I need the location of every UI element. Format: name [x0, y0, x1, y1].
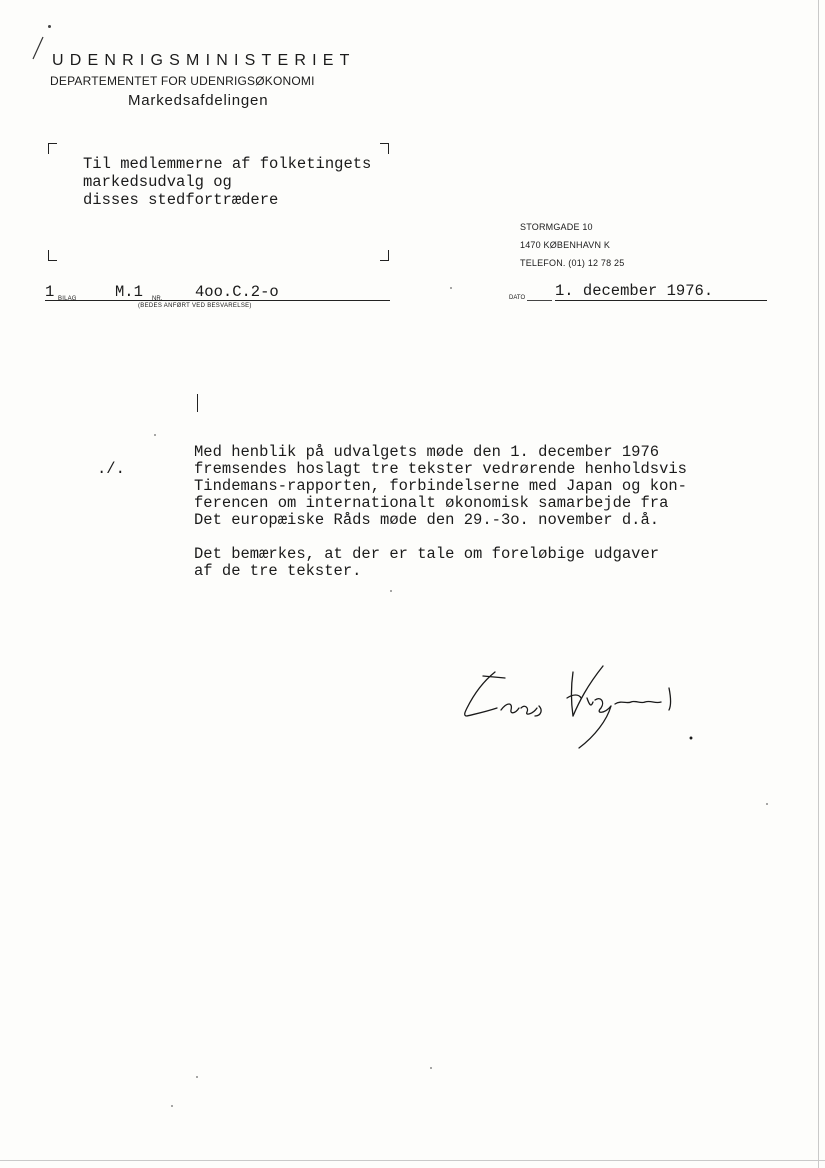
- scan-speck: [450, 287, 452, 289]
- recipient-line: disses stedfortrædere: [83, 191, 279, 209]
- journal-number: M.1: [115, 283, 143, 301]
- scan-edge-bottom: [0, 1160, 825, 1161]
- address-window-corner: [380, 143, 389, 154]
- letterhead-ministry: UDENRIGSMINISTERIET: [52, 52, 356, 69]
- scan-speck: [171, 1105, 173, 1107]
- scan-speck: [766, 803, 768, 805]
- recipient-line: Til medlemmerne af folketingets: [83, 155, 372, 173]
- bilag-label: BILAG: [58, 296, 77, 302]
- sender-street: STORMGADE 10: [520, 222, 593, 232]
- body-line: Tindemans-rapporten, forbindelserne med Japan og kon-: [194, 477, 687, 495]
- body-line: Det bemærkes, at der er tale om foreløbige udgaver: [194, 545, 660, 563]
- address-window-corner: [48, 143, 57, 154]
- scan-edge-right: [818, 0, 819, 1168]
- sender-phone: TELEFON. (01) 12 78 25: [520, 258, 625, 268]
- pen-mark-icon: [32, 36, 44, 60]
- bilag-number: 1: [45, 283, 55, 301]
- nr-label: NR.: [152, 296, 163, 302]
- margin-mark: [197, 394, 198, 412]
- body-line: Det europæiske Råds møde den 29.-3o. november d.å.: [194, 511, 660, 529]
- date-label: DATO: [509, 295, 526, 301]
- date-value: 1. december 1976.: [555, 282, 714, 300]
- date-underline: [555, 300, 767, 301]
- scan-speck: [390, 590, 392, 592]
- scan-speck: [430, 1067, 432, 1069]
- address-window-corner: [380, 250, 389, 261]
- body-line: Med henblik på udvalgets møde den 1. december 1976: [194, 443, 660, 461]
- punch-dot: [48, 25, 51, 28]
- handwritten-signature: [455, 658, 695, 758]
- case-code: 4oo.C.2-o: [195, 283, 279, 301]
- enclosure-mark: ./.: [97, 460, 125, 478]
- reference-note: (BEDES ANFØRT VED BESVARELSE): [138, 303, 252, 309]
- body-line: af de tre tekster.: [194, 562, 362, 580]
- letterhead-division: Markedsafdelingen: [128, 92, 269, 109]
- recipient-line: markedsudvalg og: [83, 173, 232, 191]
- scan-speck: [196, 1076, 198, 1078]
- address-window-corner: [48, 250, 57, 261]
- body-line: ferencen om internationalt økonomisk samarbejde fra: [194, 494, 669, 512]
- scan-speck: [154, 434, 156, 436]
- body-line: fremsendes hoslagt tre tekster vedrørende henholdsvis: [194, 460, 687, 478]
- sender-city: 1470 KØBENHAVN K: [520, 240, 611, 250]
- letterhead-department: DEPARTEMENTET FOR UDENRIGSØKONOMI: [50, 74, 315, 88]
